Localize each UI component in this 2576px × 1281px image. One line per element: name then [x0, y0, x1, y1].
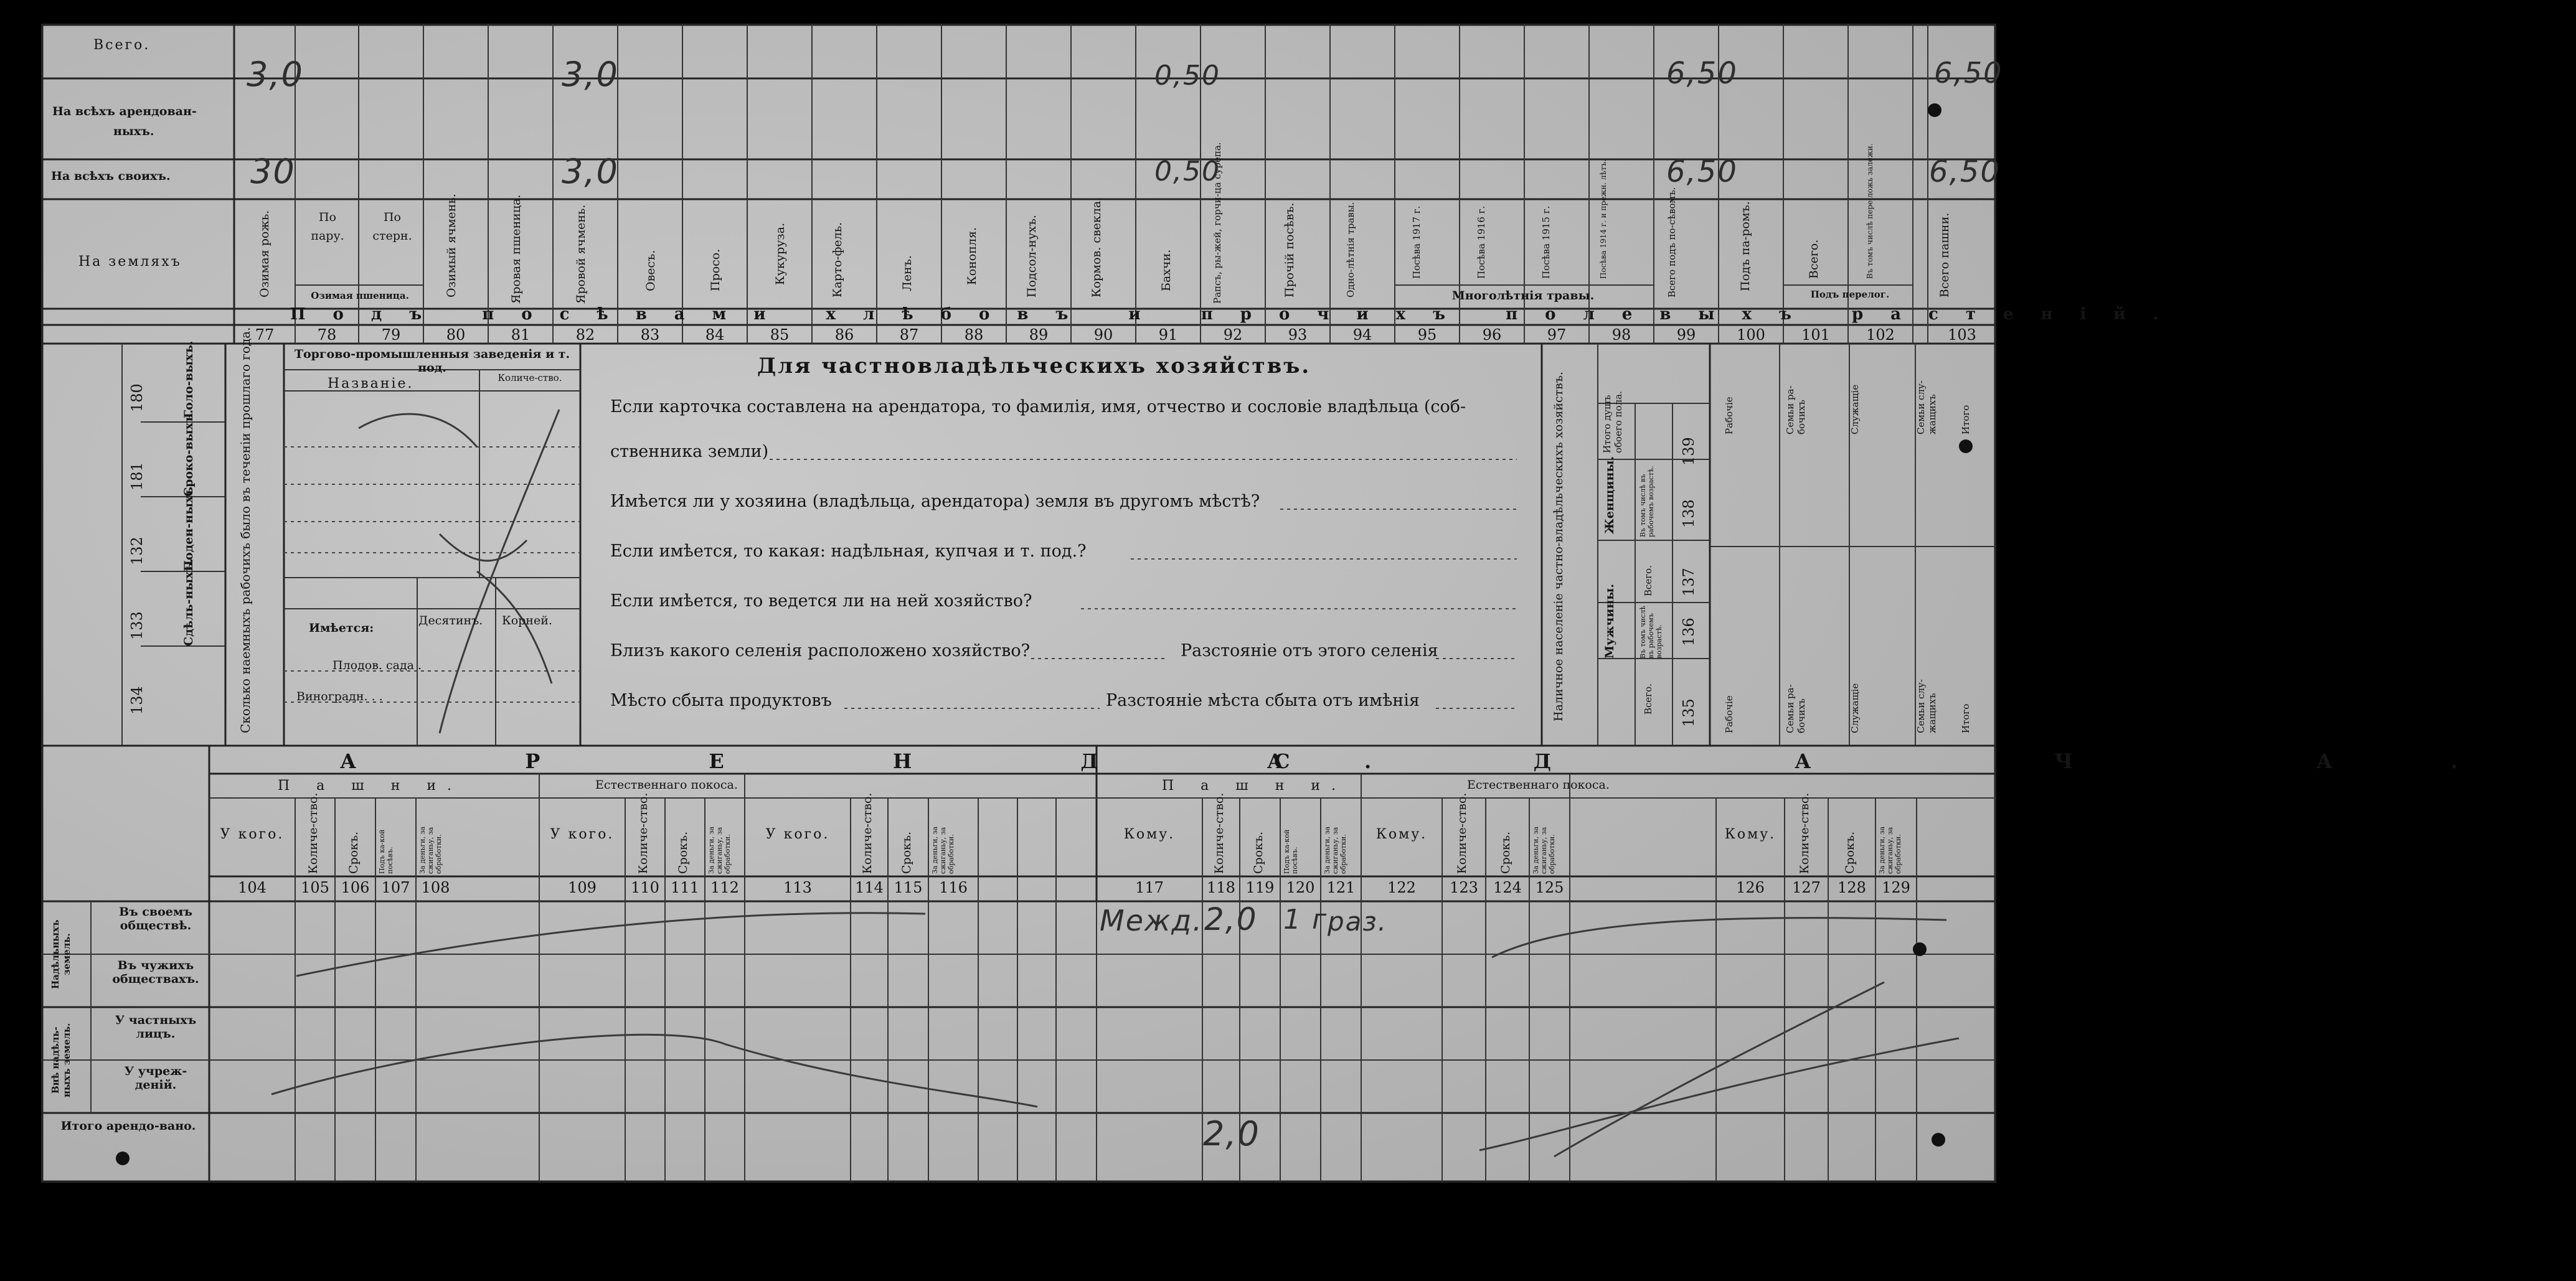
- bottom-col-header: За деньги, за сжиганьу, за обработки.: [418, 826, 443, 874]
- hired-col-number: 133: [128, 611, 146, 640]
- hired-col-number: 181: [128, 462, 146, 490]
- col-header-103: Всего пашни.: [1938, 212, 1951, 298]
- row-institutions: У учреж-деній.: [124, 1064, 187, 1092]
- staff-header-top-cell: Итого: [1960, 405, 1971, 434]
- top-col-number: 91: [1158, 326, 1178, 344]
- hired-col-label: Поден-ныхъ.: [182, 482, 196, 571]
- women-working-age: Въ томъ числѣ въ рабочемъ возрастѣ.: [1639, 466, 1655, 537]
- col-header-87: Ленъ.: [900, 255, 914, 291]
- top-col-number: 94: [1352, 326, 1372, 344]
- hw-crop: раз.: [1328, 906, 1388, 937]
- bottom-col-header: Количе-ство.: [306, 792, 320, 874]
- trade-name-header: Названіе.: [328, 376, 414, 392]
- col-header-99: Всего подъ по-сѣвомъ.: [1666, 187, 1677, 298]
- bottom-col-number: 106: [341, 879, 370, 896]
- staff-header-top-cell: Семьи ра-бочихъ: [1785, 385, 1807, 434]
- bottom-col-number: 107: [381, 879, 410, 896]
- bottom-col-number: 116: [939, 879, 968, 896]
- hw-komu: Межд.: [1100, 904, 1203, 937]
- top-col-number: 88: [964, 326, 984, 344]
- bottom-col-number: 125: [1535, 879, 1564, 896]
- col-header-88: Конопля.: [965, 227, 979, 285]
- col-header-84: Просо.: [709, 248, 722, 291]
- col-header-101: Всего.: [1807, 239, 1821, 279]
- bottom-col-number: 122: [1387, 879, 1416, 896]
- row-label-on-lands: На земляхъ: [78, 254, 182, 270]
- crops-banner: Подъ посѣвами хлѣбовъ и прочихъ полевыхъ растеній.: [290, 305, 2186, 324]
- women-total-label: Всего.: [1643, 565, 1654, 596]
- bottom-col-header: За деньги, за сжиганьу, за обработки.: [1878, 826, 1902, 874]
- bottom-col-header: Срокъ.: [346, 831, 361, 874]
- men-working-age: Въ томъ числѣ въ рабочемъ возрастѣ.: [1639, 606, 1663, 659]
- pop-col-number: 136: [1680, 617, 1697, 646]
- top-col-number: 93: [1288, 326, 1308, 344]
- bottom-col-header: Количе-ство.: [1455, 792, 1469, 874]
- hired-col-number: 134: [128, 686, 146, 715]
- col-header-80: Озимый ячмень.: [445, 194, 458, 298]
- bottom-col-number: 112: [710, 879, 739, 896]
- staff-header-bottom-cell: Семьи ра-бочихъ: [1785, 684, 1807, 733]
- bottom-col-number: 117: [1135, 879, 1164, 896]
- staff-header-bottom-cell: Служащіе: [1849, 683, 1861, 733]
- hired-col-label: Сроко-выхъ.: [182, 409, 196, 497]
- bottom-col-header: У кого.: [765, 827, 830, 842]
- bottom-col-number: 126: [1736, 879, 1765, 896]
- question-5: Близъ какого селенія расположено хозяйство?: [610, 641, 1031, 660]
- hw-own-103: 6,50: [1929, 154, 2001, 189]
- pop-col-number: 135: [1680, 698, 1697, 727]
- hw-own-82: 3,0: [562, 152, 619, 191]
- bottom-col-header: Срокъ.: [1843, 831, 1857, 874]
- top-col-number: 96: [1482, 326, 1502, 344]
- top-col-number: 84: [705, 326, 725, 344]
- bottom-col-header: Подъ ка-кой посѣвъ.: [1283, 829, 1299, 874]
- bottom-col-header: За деньги, за сжиганьу, за обработки.: [1532, 826, 1556, 874]
- group-non-allotment-lands: Внѣ надѣль-ныхъ земель.: [50, 1023, 72, 1097]
- col-group-winter-wheat: Озимая пшеница.: [311, 290, 409, 301]
- row-label-rented-cont: ныхъ.: [113, 124, 154, 138]
- punch-hole: [1932, 1133, 1945, 1147]
- hw-term: 1 г.: [1283, 904, 1338, 936]
- col-header-92: Рапсъ, ры-жей, горчи-ца сурепа.: [1212, 142, 1223, 304]
- bottom-col-header: За деньги, за сжиганьу, за обработки.: [931, 826, 955, 874]
- hired-workers-question: Сколько наемныхъ рабочихъ было въ теченіи прошлаго года.: [238, 327, 253, 733]
- col-header-82: Яровой ячмень.: [574, 204, 588, 304]
- top-col-number: 89: [1029, 326, 1049, 344]
- bottom-col-header: Срокъ.: [1499, 831, 1512, 874]
- question-3: Если имѣется, то какая: надѣльная, купчая и т. под.?: [610, 542, 1087, 561]
- col-header-81: Яровая пшеница.: [509, 194, 523, 304]
- bottom-col-number: 119: [1245, 879, 1275, 896]
- hw-total-rented: 2,0: [1203, 1114, 1260, 1153]
- top-col-number: 102: [1866, 326, 1895, 344]
- col-header-83: Овесъ.: [644, 250, 658, 291]
- col-header-93: Прочій посѣвъ.: [1283, 202, 1296, 298]
- bottom-col-number: 128: [1838, 879, 1866, 896]
- bottom-col-number: 127: [1792, 879, 1821, 896]
- bottom-col-header: За деньги, за сжиганьу, за обработки.: [1323, 826, 1347, 874]
- hired-col-number: 180: [128, 383, 146, 412]
- question-5b: Разстояніе отъ этого селенія: [1181, 641, 1438, 660]
- top-col-number: 80: [446, 326, 466, 344]
- arenda-plowland: П а ш н и.: [278, 778, 463, 794]
- question-6b: Разстояніе мѣста сбыта отъ имѣнія: [1106, 691, 1420, 710]
- top-col-number: 101: [1801, 326, 1830, 344]
- bottom-col-number: 108: [421, 879, 450, 896]
- col-header-78-bot: пару.: [311, 229, 344, 243]
- col-header-94: Одно-лѣтнія травы.: [1345, 202, 1356, 298]
- col-header-78-top: По: [318, 210, 336, 224]
- staff-header-top-cell: Служащіе: [1849, 384, 1861, 434]
- question-1b: ственника земли): [610, 442, 769, 461]
- staff-header-bottom-cell: Итого: [1960, 703, 1971, 733]
- bottom-col-number: 109: [568, 879, 597, 896]
- bottom-col-number: 114: [855, 879, 884, 896]
- col-header-85: Кукуруза.: [773, 222, 787, 285]
- hw-total-103: 6,50: [1934, 56, 2003, 90]
- korney-header: Корней.: [502, 614, 552, 627]
- arenda-meadow: Естественнаго покоса.: [595, 778, 738, 792]
- bottom-col-number: 111: [671, 879, 699, 896]
- bottom-col-number: 118: [1207, 879, 1235, 896]
- hw-total-82: 3,0: [562, 55, 619, 94]
- hw-total-91: 0,50: [1154, 60, 1220, 92]
- col-header-97: Посѣва 1915 г.: [1540, 205, 1552, 279]
- hw-qty: 2,0: [1204, 901, 1258, 937]
- top-col-number: 85: [770, 326, 790, 344]
- bottom-col-header: Количе-ство.: [861, 792, 874, 874]
- col-header-79-bot: стерн.: [372, 229, 412, 243]
- question-2: Имѣется ли у хозяина (владѣльца, арендатора) земля въ другомъ мѣстѣ?: [610, 492, 1260, 511]
- punch-hole: [1913, 942, 1927, 956]
- row-label-rented: На всѣхъ арендован-: [52, 105, 197, 118]
- col-header-89: Подсол-нухъ.: [1025, 215, 1039, 298]
- hw-total-99: 6,50: [1666, 56, 1738, 91]
- bottom-col-number: 121: [1326, 879, 1356, 896]
- row-label-own: На всѣхъ своихъ.: [51, 169, 171, 183]
- has-label: Имѣется:: [309, 621, 374, 635]
- pop-col-number: 139: [1680, 437, 1697, 466]
- bottom-col-header: За деньги, за сжиганьу, за обработки.: [707, 826, 732, 874]
- col-header-90: Кормов. свекла.: [1090, 197, 1103, 298]
- sdacha-title: С Д А Ч А.: [1274, 749, 2576, 773]
- bottom-col-header: Количе-ство.: [1212, 792, 1226, 874]
- bottom-col-number: 123: [1450, 879, 1478, 896]
- hw-own-99: 6,50: [1666, 154, 1738, 189]
- punch-hole: [1959, 439, 1973, 453]
- bottom-col-number: 104: [238, 879, 267, 896]
- total-souls-label: Итого душъ обоего пола.: [1602, 391, 1624, 453]
- trade-title: Торгово-промышленныя заведенія и т. под.: [294, 347, 570, 375]
- col-header-100: Подъ па-ромъ.: [1739, 201, 1752, 291]
- hired-col-number: 132: [128, 537, 146, 565]
- bottom-col-header: Количе-ство.: [636, 792, 650, 874]
- staff-header-bottom-cell: Семьи слу-жащихъ: [1915, 679, 1938, 733]
- bottom-col-header: Срокъ.: [899, 831, 913, 874]
- bottom-col-number: 115: [894, 879, 923, 896]
- bottom-col-number: 105: [301, 879, 329, 896]
- top-col-number: 81: [511, 326, 531, 344]
- bottom-col-number: 113: [783, 879, 812, 896]
- top-col-number: 97: [1547, 326, 1567, 344]
- sdacha-meadow: Естественнаго покоса.: [1467, 778, 1610, 792]
- col-header-95: Посѣва 1917 г.: [1411, 205, 1422, 279]
- col-header-86: Карто-фель.: [831, 222, 844, 298]
- hw-total-77: 3,0: [247, 55, 304, 94]
- hw-own-77: 30: [250, 152, 296, 191]
- top-col-number: 95: [1417, 326, 1437, 344]
- census-card-sheet: [41, 24, 2576, 1183]
- row-total-rented: Итого арендо-вано.: [60, 1119, 196, 1133]
- punch-hole: [116, 1152, 130, 1165]
- row-other-society: Въ чужихъ обществахъ.: [112, 959, 199, 986]
- row-private-persons: У частныхъ лицъ.: [115, 1013, 197, 1041]
- top-col-number: 92: [1223, 326, 1243, 344]
- top-col-number: 86: [834, 326, 854, 344]
- col-header-91: Бахчи.: [1159, 249, 1173, 291]
- desyatin-header: Десятинъ.: [418, 614, 483, 627]
- col-header-77: Озимая рожь.: [258, 210, 271, 298]
- col-group-fallow: Подъ перелог.: [1810, 289, 1890, 300]
- private-farms-title: Для частновладѣльческихъ хозяйствъ.: [757, 354, 1311, 378]
- bottom-col-header: У кого.: [550, 827, 615, 842]
- top-col-number: 90: [1093, 326, 1113, 344]
- bottom-col-header: Подъ ка-кой посѣвъ.: [378, 829, 394, 874]
- question-1: Если карточка составлена на арендатора, то фамилія, имя, отчество и сословіе владѣльца (соб-: [610, 397, 1466, 416]
- bottom-col-header: Срокъ.: [676, 831, 690, 874]
- top-col-number: 78: [317, 326, 337, 344]
- bottom-col-header: Кому.: [1375, 827, 1428, 842]
- pop-col-number: 137: [1680, 568, 1697, 596]
- hired-col-label: Голо-выхъ.: [182, 340, 196, 418]
- population-label: Наличное населеніе частно-владѣльческихъ хозяйствъ.: [1552, 372, 1565, 721]
- punch-hole: [1928, 103, 1941, 117]
- bottom-col-header: Кому.: [1123, 827, 1176, 842]
- col-header-79-top: По: [383, 210, 401, 224]
- col-group-perennial-grass: Многолѣтнія травы.: [1451, 289, 1595, 303]
- row-own-society: Въ своемъ обществѣ.: [119, 905, 192, 932]
- staff-header-top-cell: Семьи слу-жащихъ: [1915, 380, 1938, 434]
- bottom-col-number: 124: [1493, 879, 1522, 896]
- orchard-label: Плодов. сада .: [333, 659, 422, 672]
- col-header-98: Посѣва 1914 г. и прежн. лѣтъ.: [1599, 159, 1608, 279]
- sdacha-plowland: П а ш н и.: [1162, 778, 1347, 794]
- top-col-number: 100: [1737, 326, 1765, 344]
- hw-own-91: 0,50: [1154, 156, 1220, 187]
- men-total-label: Всего.: [1643, 683, 1654, 715]
- women-label: Женщины.: [1603, 456, 1616, 534]
- hired-col-label: Сдѣль-ныхъ.: [182, 558, 196, 646]
- trade-qty-header: Количе-ство.: [498, 372, 562, 383]
- group-allotment-lands: Надѣльныхъ земель.: [50, 919, 72, 989]
- bottom-col-header: Количе-ство.: [1798, 792, 1811, 874]
- bottom-col-number: 120: [1286, 879, 1315, 896]
- top-col-number: 103: [1948, 326, 1976, 344]
- bottom-col-number: 129: [1882, 879, 1910, 896]
- col-header-96: Посѣва 1916 г.: [1476, 205, 1487, 279]
- bottom-col-number: 110: [631, 879, 659, 896]
- bottom-col-header: У кого.: [220, 827, 285, 842]
- question-6: Мѣсто сбыта продуктовъ: [610, 691, 832, 710]
- pop-col-number: 138: [1680, 499, 1697, 528]
- men-label: Мужчины.: [1603, 584, 1616, 659]
- bottom-col-header: Кому.: [1724, 827, 1776, 842]
- top-col-number: 77: [255, 326, 275, 344]
- top-col-number: 79: [381, 326, 401, 344]
- vineyard-label: Виноградн. . .: [296, 690, 383, 703]
- question-4: Если имѣется, то ведется ли на ней хозяйство?: [610, 591, 1032, 611]
- top-col-number: 87: [899, 326, 919, 344]
- staff-header-bottom-cell: Рабочіе: [1724, 695, 1735, 733]
- top-col-number: 98: [1611, 326, 1631, 344]
- staff-header-top-cell: Рабочіе: [1724, 396, 1735, 434]
- top-col-number: 99: [1676, 326, 1696, 344]
- top-col-number: 82: [575, 326, 595, 344]
- top-col-number: 83: [640, 326, 660, 344]
- bottom-col-header: Срокъ.: [1251, 831, 1265, 874]
- row-label-total: Всего.: [93, 37, 151, 53]
- arenda-title: А Р Е Н Д А.: [340, 749, 1453, 773]
- col-header-102: Въ томъ числѣ пере-ложь залежи.: [1866, 143, 1874, 279]
